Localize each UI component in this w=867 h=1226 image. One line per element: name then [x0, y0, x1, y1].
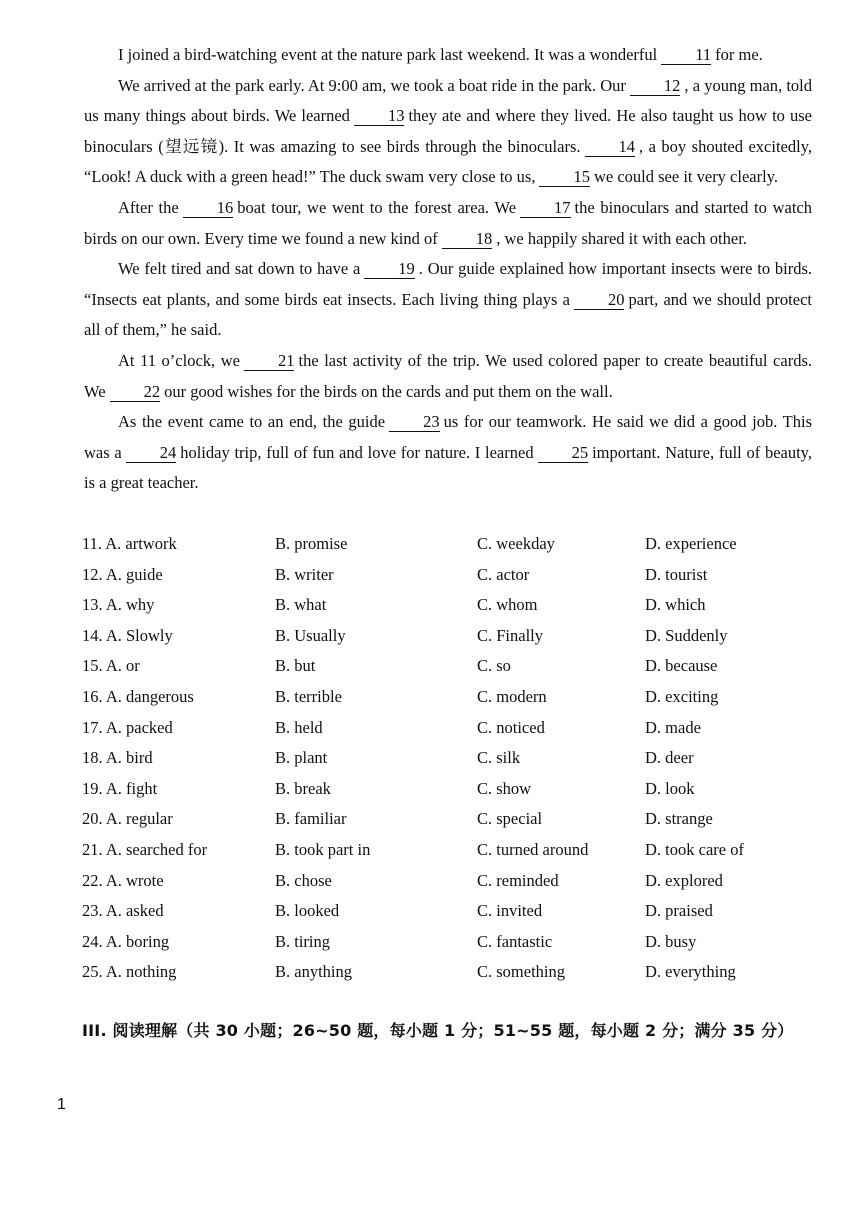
option-a: 14. A. Slowly	[82, 625, 173, 645]
blank-14: 14	[585, 138, 636, 157]
option-c: C. Finally	[477, 625, 544, 645]
blank-25: 25	[538, 444, 589, 463]
blank-13: 13	[354, 107, 405, 126]
paragraph-6	[84, 407, 812, 499]
text: , a young man, told us many things about birds. We learned	[84, 75, 812, 126]
cloze-passage	[84, 40, 812, 499]
blank-22: 22	[110, 383, 161, 402]
option-c: C. weekday	[477, 534, 555, 553]
option-b: B. tiring	[275, 931, 331, 951]
text: they ate and where they lived. He also taught us how to use binoculars (望远镜). It was amazing to see birds through the binoculars.	[84, 106, 812, 156]
option-b: B. anything	[275, 962, 352, 982]
option-c: C. modern	[477, 686, 547, 706]
option-c: C. noticed	[477, 717, 545, 737]
option-row	[82, 804, 822, 835]
blank-15: 15	[539, 168, 590, 187]
option-d: D. explored	[645, 870, 723, 890]
option-d: D. Suddenly	[645, 625, 728, 645]
option-a: 17. A. packed	[82, 717, 173, 737]
text: the last activity of the trip. We used colored paper to create beautiful cards. We	[84, 350, 812, 401]
option-row	[82, 560, 822, 591]
option-c: C. fantastic	[477, 931, 553, 951]
text: our good wishes for the birds on the cards and put them on the wall.	[164, 381, 613, 401]
option-d: D. made	[645, 717, 701, 737]
text: us for our teamwork. He said we did a good job. This was a	[84, 412, 812, 462]
option-d: D. tourist	[645, 564, 708, 584]
option-a: 18. A. bird	[82, 748, 153, 768]
option-a: 25. A. nothing	[82, 962, 177, 982]
paragraph-4	[84, 254, 812, 346]
blank-12: 12	[630, 77, 681, 96]
blank-24: 24	[126, 444, 177, 463]
option-row	[82, 957, 822, 988]
option-a: 19. A. fight	[82, 778, 158, 798]
option-d: D. exciting	[645, 686, 719, 706]
option-b: B. break	[275, 778, 331, 798]
paragraph-1	[84, 40, 812, 71]
option-row	[82, 835, 822, 866]
option-b: B. writer	[275, 564, 334, 584]
option-b: B. plant	[275, 748, 328, 768]
option-b: B. but	[275, 656, 316, 676]
text: boat tour, we went to the forest area. We	[237, 197, 517, 217]
section-heading: III. 阅读理解（共 30 小题；26~50 题，每小题 1 分；51~55 题，每小题 2 分；满分 35 分）	[82, 1021, 794, 1040]
text: At 11 o’clock, we	[118, 350, 240, 370]
option-b: B. Usually	[275, 625, 346, 645]
blank-18: 18	[442, 230, 493, 249]
option-row	[82, 866, 822, 897]
option-b: B. familiar	[275, 809, 347, 829]
text: for me.	[715, 45, 763, 64]
option-b: B. chose	[275, 870, 332, 890]
text: the binoculars and started to watch birds on our own. Every time we found a new kind of	[84, 197, 812, 248]
option-a: 21. A. searched for	[82, 839, 208, 859]
option-row	[82, 774, 822, 805]
paragraph-2	[84, 71, 812, 193]
text: important. Nature, full of beauty, is a great teacher.	[84, 442, 812, 493]
blank-23: 23	[389, 413, 440, 432]
option-d: D. which	[645, 595, 706, 615]
option-a: 24. A. boring	[82, 931, 170, 951]
option-c: C. reminded	[477, 870, 559, 890]
option-d: D. experience	[645, 534, 737, 553]
option-d: D. because	[645, 656, 718, 676]
option-a: 11. A. artwork	[82, 534, 177, 553]
option-c: C. show	[477, 778, 532, 798]
option-c: C. actor	[477, 564, 530, 584]
blank-11: 11	[661, 46, 711, 65]
option-row	[82, 927, 822, 958]
page-number: 1	[57, 1096, 66, 1113]
option-c: C. so	[477, 656, 511, 676]
paragraph-3	[84, 193, 812, 254]
option-c: C. invited	[477, 901, 543, 921]
paragraph-5	[84, 346, 812, 407]
text: I joined a bird-watching event at the nature park last weekend. It was a wonderful	[118, 45, 658, 64]
option-a: 16. A. dangerous	[82, 686, 194, 706]
blank-16: 16	[183, 199, 234, 218]
blank-21: 21	[244, 352, 295, 371]
option-a: 23. A. asked	[82, 901, 164, 921]
option-b: B. what	[275, 595, 327, 615]
option-c: C. silk	[477, 748, 521, 768]
option-a: 20. A. regular	[82, 809, 173, 829]
text: holiday trip, full of fun and love for nature. I learned	[180, 442, 534, 462]
option-row	[82, 590, 822, 621]
text: part, and we should protect all of them,” he said.	[84, 289, 812, 340]
option-a: 13. A. why	[82, 595, 155, 615]
option-b: B. took part in	[275, 839, 371, 859]
option-row	[82, 743, 822, 774]
text: We felt tired and sat down to have a	[118, 259, 361, 279]
blank-20: 20	[574, 291, 625, 310]
option-row	[82, 713, 822, 744]
option-a: 22. A. wrote	[82, 870, 164, 890]
option-b: B. looked	[275, 901, 340, 921]
option-d: D. praised	[645, 901, 713, 921]
option-b: B. promise	[275, 534, 348, 553]
blank-17: 17	[520, 199, 571, 218]
option-row	[82, 651, 822, 682]
answer-options	[82, 529, 822, 988]
option-a: 12. A. guide	[82, 564, 163, 584]
option-row	[82, 621, 822, 652]
option-c: C. something	[477, 962, 566, 982]
option-row	[82, 896, 822, 927]
option-d: D. busy	[645, 931, 697, 951]
text: After the	[118, 197, 179, 217]
text: As the event came to an end, the guide	[118, 412, 386, 432]
text: , a boy shouted excitedly, “Look! A duck with a green head!” The duck swam very close to us,	[84, 136, 812, 187]
option-b: B. terrible	[275, 686, 342, 706]
text: we could see it very clearly.	[593, 167, 778, 187]
blank-19: 19	[364, 260, 415, 279]
text: , we happily shared it with each other.	[496, 228, 747, 248]
text: We arrived at the park early. At 9:00 am, we took a boat ride in the park. Our	[118, 75, 626, 95]
option-row	[82, 529, 822, 560]
option-c: C. special	[477, 809, 543, 829]
option-d: D. deer	[645, 748, 694, 768]
option-d: D. strange	[645, 809, 713, 829]
option-c: C. turned around	[477, 839, 589, 859]
option-c: C. whom	[477, 595, 538, 615]
option-d: D. look	[645, 778, 695, 798]
text: . Our guide explained how important insects were to birds. “Insects eat plants, and some birds eat insects. Each living thing plays a	[84, 259, 813, 309]
option-a: 15. A. or	[82, 656, 140, 676]
option-b: B. held	[275, 717, 323, 737]
option-d: D. everything	[645, 962, 736, 982]
option-d: D. took care of	[645, 839, 744, 859]
option-row	[82, 682, 822, 713]
